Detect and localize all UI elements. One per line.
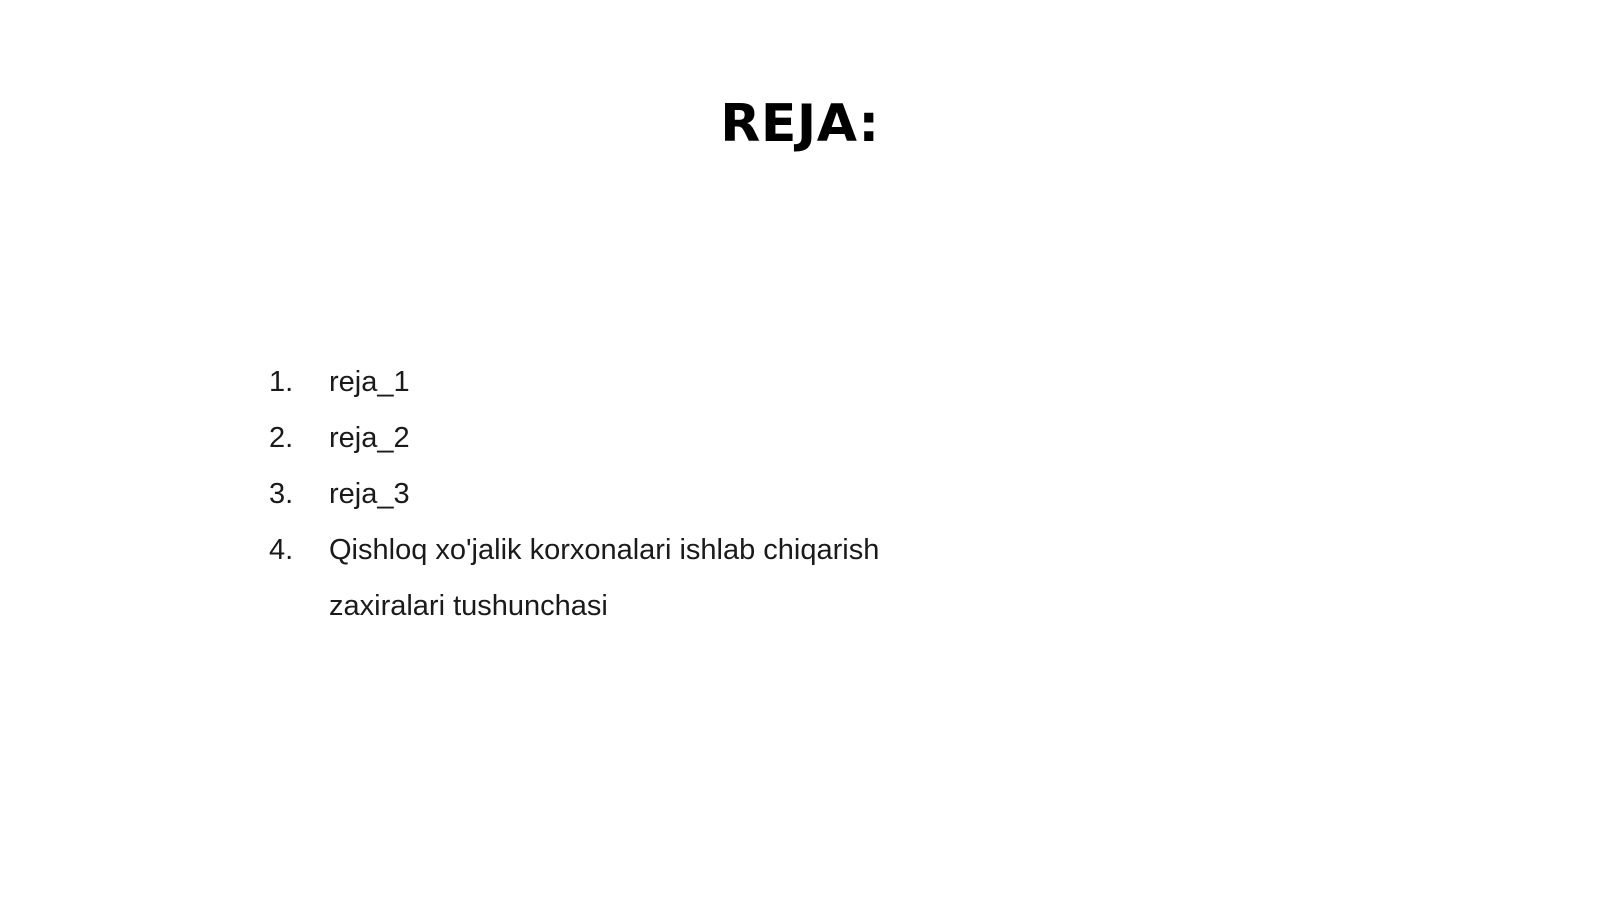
- list-item-text: reja_1: [329, 366, 410, 398]
- list-item-number: 1.: [269, 366, 294, 398]
- plan-item-1: [269, 354, 989, 410]
- list-item-text: Qishloq xo'jalik korxonalari ishlab chiqarish zaxiralari tushunchasi: [329, 534, 880, 622]
- list-item-number: 2.: [269, 422, 294, 454]
- plan-item-3: [269, 466, 989, 522]
- plan-list: [269, 354, 989, 634]
- list-item-text: reja_2: [329, 422, 410, 454]
- list-item-number: 3.: [269, 478, 294, 510]
- list-item-number: 4.: [269, 534, 294, 566]
- list-item-text: reja_3: [329, 478, 410, 510]
- slide-title: REJA:: [720, 94, 880, 154]
- plan-item-4: [269, 522, 989, 634]
- plan-item-2: [269, 410, 989, 466]
